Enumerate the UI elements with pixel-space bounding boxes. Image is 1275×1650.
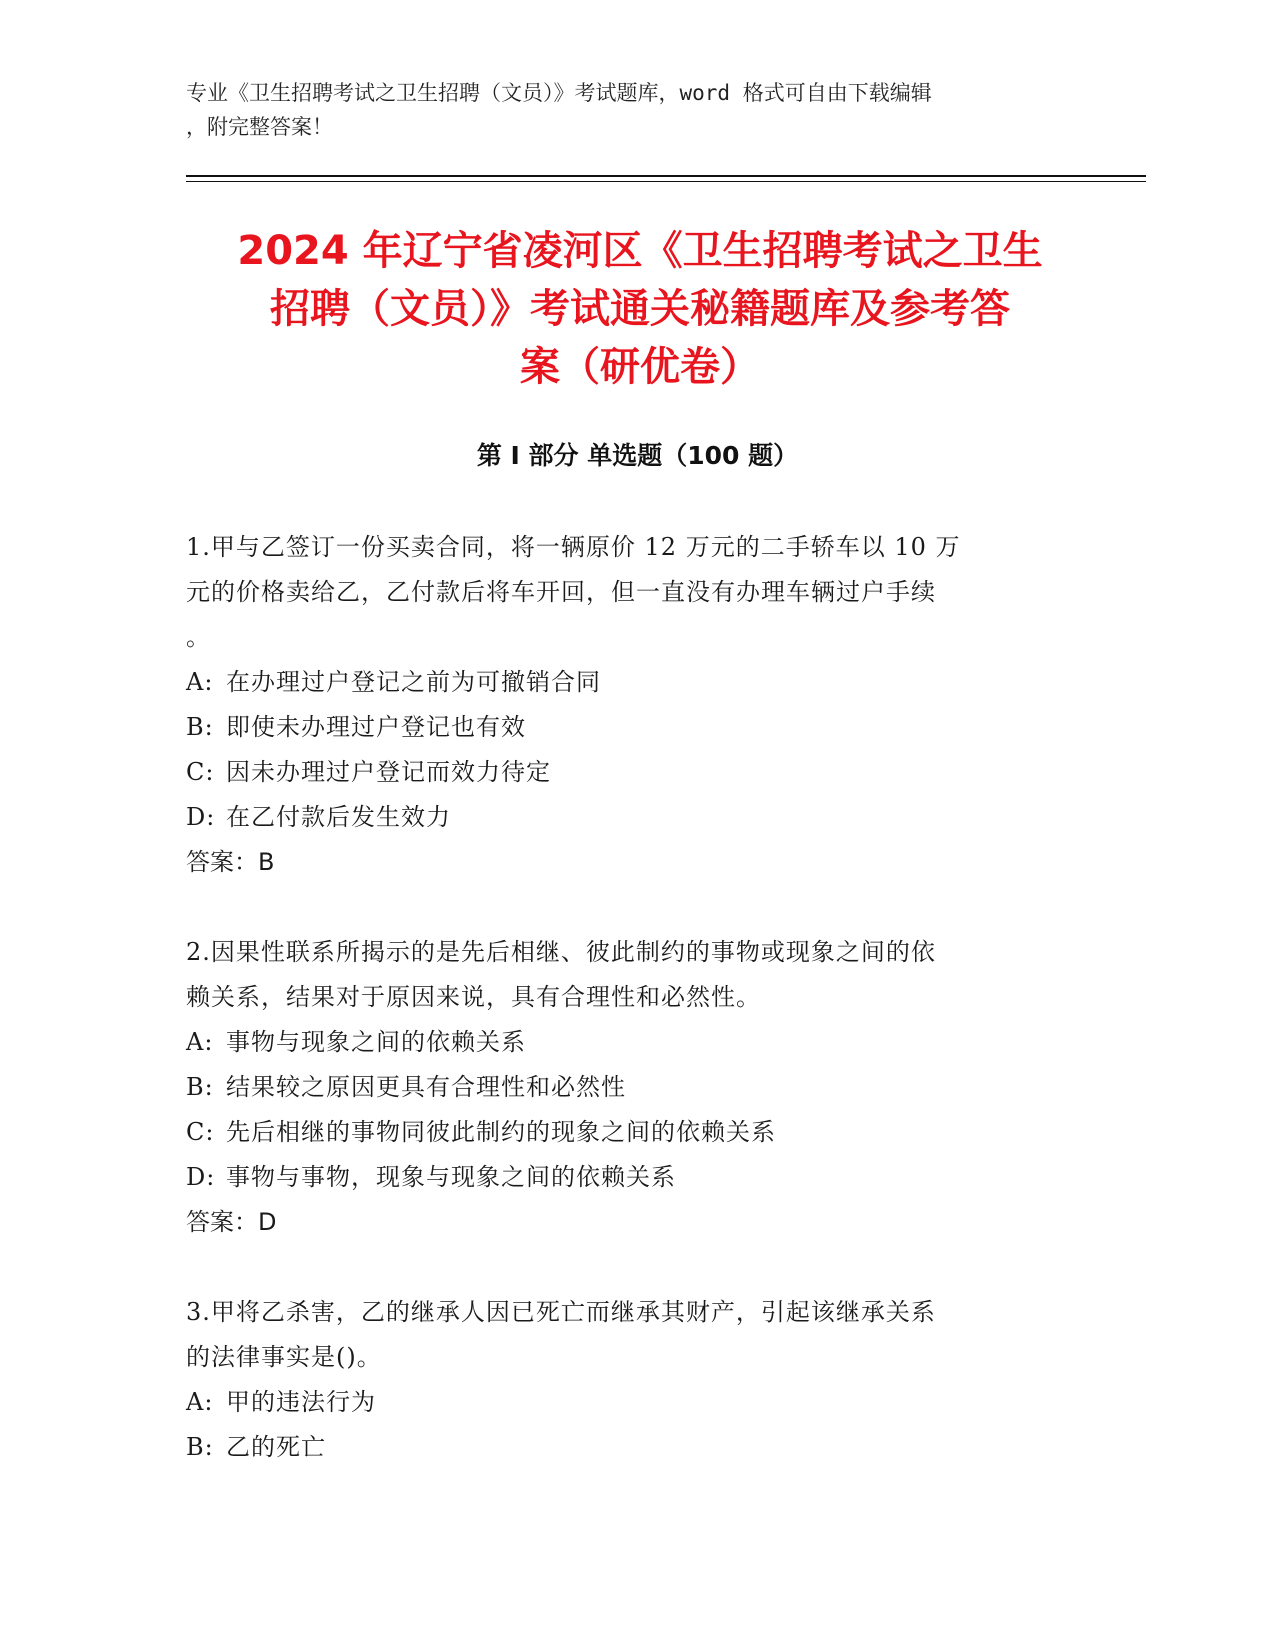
question-stem-line: 1.甲与乙签订一份买卖合同，将一辆原价 12 万元的二手轿车以 10 万 (186, 533, 961, 561)
question-stem-line: 3.甲将乙杀害，乙的继承人因已死亡而继承其财产，引起该继承关系 (186, 1298, 936, 1326)
option-text: 事物与事物，现象与现象之间的依赖关系 (226, 1163, 676, 1191)
header-note (186, 76, 1066, 144)
header-divider-thick (186, 175, 1146, 177)
title-line-3: 案（研优卷） (520, 344, 760, 390)
option-text: 因未办理过户登记而效力待定 (226, 758, 551, 786)
option-text: 结果较之原因更具有合理性和必然性 (226, 1073, 626, 1101)
option-text: 即使未办理过户登记也有效 (226, 713, 526, 741)
question-2 (186, 930, 1066, 1245)
answer-line: 答案：D (186, 1208, 277, 1236)
option-d (186, 795, 1066, 840)
answer-line: 答案：B (186, 848, 275, 876)
option-letter: A: (186, 1028, 214, 1056)
header-divider-thin (186, 181, 1146, 182)
option-letter: B: (186, 1073, 214, 1101)
option-a (186, 1020, 1066, 1065)
option-text: 在乙付款后发生效力 (226, 803, 451, 831)
option-c (186, 750, 1066, 795)
option-b (186, 705, 1066, 750)
option-text: 在办理过户登记之前为可撤销合同 (226, 668, 601, 696)
question-stem-line: 。 (186, 623, 211, 651)
option-letter: B: (186, 1433, 214, 1461)
option-letter: D: (186, 1163, 216, 1191)
option-text: 乙的死亡 (226, 1433, 326, 1461)
question-3 (186, 1290, 1066, 1470)
option-letter: C: (186, 758, 215, 786)
option-text: 甲的违法行为 (226, 1388, 376, 1416)
title-line-2: 招聘（文员）》考试通关秘籍题库及参考答 (270, 286, 1010, 332)
option-b (186, 1425, 1066, 1470)
option-letter: D: (186, 803, 216, 831)
header-note-line-1: 专业《卫生招聘考试之卫生招聘（文员）》考试题库，word 格式可自由下载编辑 (186, 81, 932, 105)
header-note-line-2: ，附完整答案！ (186, 115, 333, 139)
title-line-1: 2024 年辽宁省凌河区《卫生招聘考试之卫生 (237, 228, 1043, 274)
question-stem-line: 元的价格卖给乙，乙付款后将车开回，但一直没有办理车辆过户手续 (186, 578, 936, 606)
option-text: 事物与现象之间的依赖关系 (226, 1028, 526, 1056)
option-letter: B: (186, 713, 214, 741)
option-letter: C: (186, 1118, 215, 1146)
option-c (186, 1110, 1066, 1155)
option-a (186, 660, 1066, 705)
question-stem-line: 的法律事实是()。 (186, 1343, 382, 1371)
option-letter: A: (186, 668, 214, 696)
document-title (150, 222, 1130, 396)
option-a (186, 1380, 1066, 1425)
option-d (186, 1155, 1066, 1200)
question-list (186, 525, 1066, 1515)
question-stem-line: 2.因果性联系所揭示的是先后相继、彼此制约的事物或现象之间的依 (186, 938, 936, 966)
option-text: 先后相继的事物同彼此制约的现象之间的依赖关系 (226, 1118, 776, 1146)
question-stem-line: 赖关系，结果对于原因来说，具有合理性和必然性。 (186, 983, 761, 1011)
section-title: 第 I 部分 单选题（100 题） (476, 441, 799, 470)
question-1 (186, 525, 1066, 885)
option-letter: A: (186, 1388, 214, 1416)
option-b (186, 1065, 1066, 1110)
